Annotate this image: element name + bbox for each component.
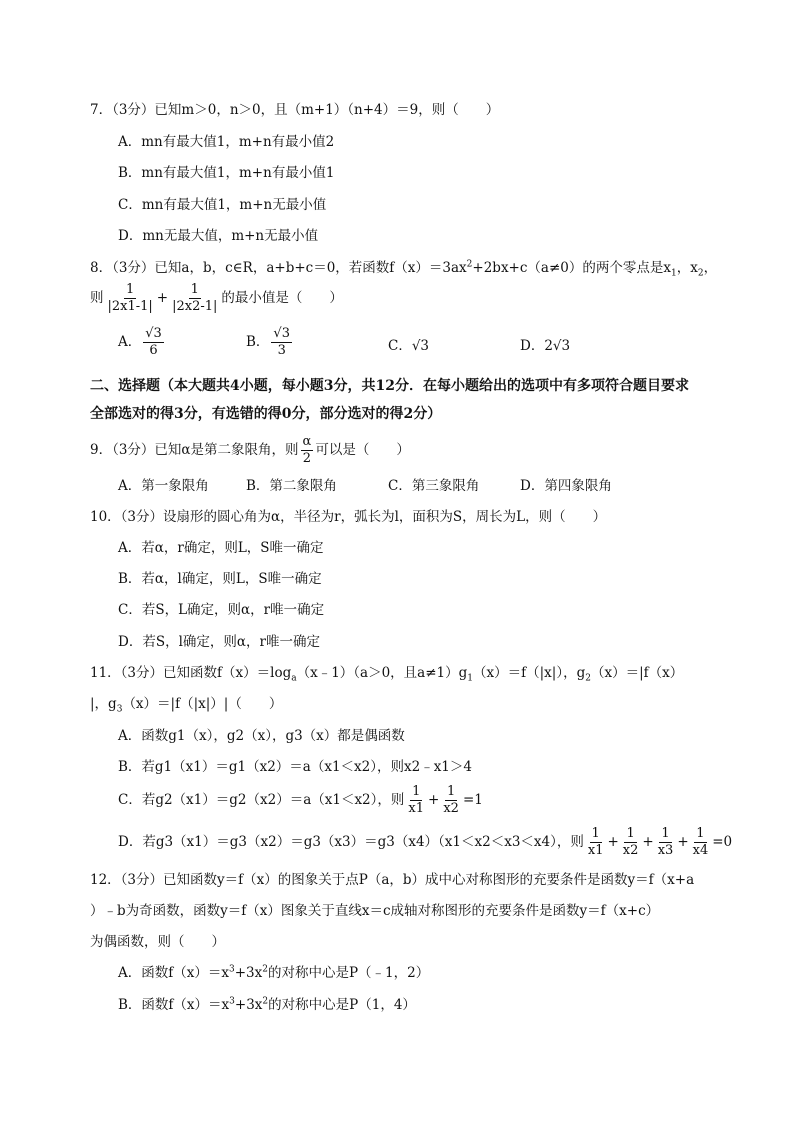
q7-option-b: B．mn有最大值1，m+n有最小值1	[118, 165, 335, 181]
q9-stem: 9．（3分）已知α是第二象限角，则 $\frac{\alpha}{2}$ 可以是（ ）	[90, 434, 410, 466]
q9-option-b: B．第二象限角	[246, 478, 337, 494]
q11-option-d: D．若g3（x1）＝g3（x2）＝g3（x3）＝g3（x4）（x1＜x2＜x3＜x4），则 $\frac{1}{x1}$ + $\frac{1}{x2}$ + $\frac{1}{x3}$ + $\frac{1}{x4}$ =0	[118, 826, 733, 858]
q8-stem: 8．（3分）已知a，b，c∈R，a+b+c＝0，若函数$f(x)=3ax^2+2bx+c(a\ne 0)$的两个零点是$x_1$，$x_2$，	[90, 259, 718, 279]
q8-fraction-1: $\frac{1}{|2x1-1|}$	[107, 282, 153, 314]
q10-stem: 10．（3分）设扇形的圆心角为α，半径为r，弧长为l，面积为S，周长为L，则（ ）	[90, 509, 607, 525]
section-heading-line1: 二、选择题（本大题共4小题，每小题3分，共12分．在每小题给出的选项中有多项符合题目要求	[90, 378, 689, 394]
q12-stem-line3: 为偶函数，则（ ）	[90, 934, 225, 950]
q7-option-a: A．mn有最大值1，m+n有最小值2	[118, 134, 335, 150]
q8-option-c: C．√3	[388, 338, 430, 354]
q7-option-c: C．mn有最大值1，m+n无最小值	[118, 197, 327, 213]
q10-option-b: B．若α，l确定，则L，S唯一确定	[118, 571, 322, 587]
q10-option-c: C．若S，L确定，则α，r唯一确定	[118, 602, 325, 618]
q8-option-d: D．2√3	[520, 338, 571, 354]
q12-option-a: A．函数$f(x)=x^3+3x^2$的对称中心是P（﹣1，2）	[118, 964, 430, 981]
q8-expression: 则 $\frac{1}{|2x1-1|}$ + $\frac{1}{|2x2-1|}$ 的最小值是（ ）	[90, 282, 343, 314]
q12-option-b: B．函数$f(x)=x^3+3x^2$的对称中心是P（1，4）	[118, 996, 416, 1013]
q8-fraction-2: $\frac{1}{|2x2-1|}$	[172, 282, 218, 314]
q9-option-a: A．第一象限角	[118, 478, 209, 494]
q11-option-b: B．若g1（x1）＝g1（x2）＝a（x1＜x2），则x2﹣x1＞4	[118, 759, 472, 775]
q7-option-d: D．mn无最大值，m+n无最小值	[118, 228, 319, 244]
q8-option-a: A． $\frac{√3}{6}$	[118, 326, 162, 358]
q12-stem-line1: 12．（3分）已知函数y＝f（x）的图象关于点P（a，b）成中心对称图形的充要条件是函数y＝f（x+a	[90, 872, 695, 888]
section-heading-line2: 全部选对的得3分，有选错的得0分，部分选对的得2分）	[90, 406, 442, 422]
q7-stem: 7．（3分）已知m＞0，n＞0，且（m+1）（n+4）＝9，则（ ）	[90, 102, 500, 118]
q8-option-b: B． $\frac{√3}{3}$	[246, 326, 290, 358]
q11-stem-line1: 11．（3分）已知函数$f(x)=\log_a(x﹣1)(a>0$，且$a\ne 1)g_1(x)=f(|x|)$，$g_2(x)=|f(x)$	[90, 665, 684, 684]
q9-option-d: D．第四象限角	[520, 478, 612, 494]
q11-option-c: C．若g2（x1）＝g2（x2）＝a（x1＜x2），则 $\frac{1}{x1}$ + $\frac{1}{x2}$ =1	[118, 784, 483, 816]
q10-option-d: D．若S，l确定，则α，r唯一确定	[118, 634, 320, 650]
q12-stem-line2: ）﹣b为奇函数，函数y＝f（x）图象关于直线x＝c成轴对称图形的充要条件是函数y＝f（x+c）	[90, 903, 660, 919]
q9-fraction: $\frac{\alpha}{2}$	[302, 434, 312, 466]
q10-option-a: A．若α，r确定，则L，S唯一确定	[118, 540, 324, 556]
q11-option-a: A．函数g1（x），g2（x），g3（x）都是偶函数	[118, 728, 405, 744]
q11-stem-line2: |，$g_3(x)=|f(|x|)|$（ ）	[90, 696, 283, 715]
q9-option-c: C．第三象限角	[388, 478, 480, 494]
